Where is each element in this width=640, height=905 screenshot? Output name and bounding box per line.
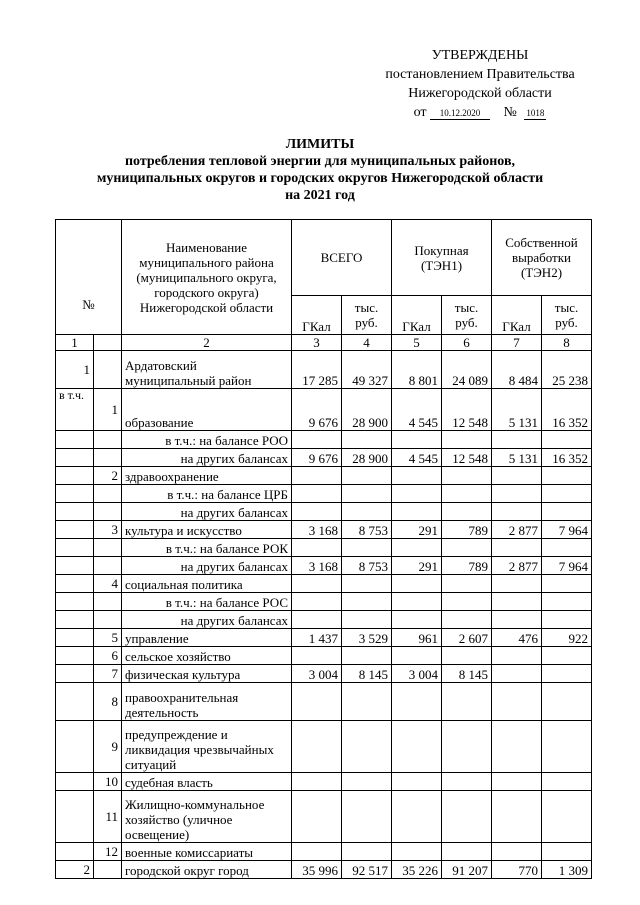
value-cell [542,791,592,843]
row-number [56,539,94,557]
value-cell: 7 964 [542,521,592,539]
value-cell [292,539,342,557]
value-cell [542,503,592,521]
unit-purchased-gcal: ГКал [392,296,442,335]
value-cell [342,503,392,521]
value-cell [442,773,492,791]
table-row [56,539,592,557]
value-cell: 3 004 [292,665,342,683]
value-cell [492,467,542,485]
value-cell [292,683,342,721]
value-cell [392,485,442,503]
table-row [56,773,592,791]
row-number [56,629,94,647]
value-cell [442,503,492,521]
header-own: Собственной выработки (ТЭН2) [492,220,592,296]
approved-region: Нижегородской области [408,86,552,101]
approval-number: 1018 [526,108,545,118]
row-name: образование [122,389,292,431]
value-cell [292,503,342,521]
number-sign: № [503,105,517,120]
value-cell [342,485,392,503]
header-number: № [56,220,122,335]
value-cell: 2 877 [492,557,542,575]
value-cell [442,485,492,503]
value-cell: 1 437 [292,629,342,647]
table-row [56,861,592,879]
value-cell [542,721,592,773]
value-cell: 9 676 [292,389,342,431]
value-cell [342,683,392,721]
table-row [56,431,592,449]
value-cell [542,773,592,791]
value-cell: 12 548 [442,449,492,467]
row-name: правоохранительная деятельность [122,683,292,721]
row-number [56,593,94,611]
value-cell: 4 545 [392,449,442,467]
row-subnumber [94,611,122,629]
row-number [56,665,94,683]
value-cell [342,431,392,449]
table-row [56,575,592,593]
index-cell: 4 [342,335,392,351]
value-cell: 28 900 [342,449,392,467]
table-row [56,665,592,683]
table-row [56,593,592,611]
value-cell: 291 [392,521,442,539]
value-cell [342,575,392,593]
row-name: военные комиссариаты [122,843,292,861]
approved-label: УТВЕРЖДЕНЫ [431,48,529,63]
value-cell: 92 517 [342,861,392,879]
title-line-1: ЛИМИТЫ [285,137,355,152]
value-cell [392,593,442,611]
value-cell: 3 168 [292,521,342,539]
value-cell [292,721,342,773]
row-number [56,791,94,843]
value-cell: 8 145 [342,665,392,683]
value-cell [492,721,542,773]
value-cell [292,647,342,665]
unit-purchased-rub: тыс. руб. [442,296,492,335]
value-cell [442,647,492,665]
value-cell [392,721,442,773]
row-name: на других балансах [122,611,292,629]
row-name: управление [122,629,292,647]
table-row [56,485,592,503]
unit-total-rub: тыс. руб. [342,296,392,335]
row-name: культура и искусство [122,521,292,539]
value-cell [542,683,592,721]
row-name: городской округ город [122,861,292,879]
value-cell [392,503,442,521]
value-cell [392,773,442,791]
row-name: физическая культура [122,665,292,683]
value-cell [492,647,542,665]
table-row [56,647,592,665]
value-cell: 16 352 [542,449,592,467]
row-number: в т.ч. [56,389,94,431]
value-cell [542,467,592,485]
value-cell: 922 [542,629,592,647]
approval-date-line [360,103,600,122]
value-cell [542,485,592,503]
row-name: социальная политика [122,575,292,593]
row-name: в т.ч.: на балансе ЦРБ [122,485,292,503]
value-cell [442,593,492,611]
row-number [56,683,94,721]
header-name: Наименование муниципального района (муниципального округа, городского округа) Нижегородской области [122,220,292,335]
value-cell [292,467,342,485]
value-cell [292,791,342,843]
value-cell [442,843,492,861]
row-number [56,843,94,861]
row-subnumber [94,539,122,557]
row-number [56,575,94,593]
row-subnumber: 12 [94,843,122,861]
index-cell: 3 [292,335,342,351]
value-cell [492,611,542,629]
row-name: на других балансах [122,557,292,575]
value-cell: 8 753 [342,557,392,575]
title-line-2: потребления тепловой энергии для муниципальных районов, [124,154,516,169]
value-cell [342,791,392,843]
table-row [56,791,592,843]
value-cell [492,791,542,843]
row-name: на других балансах [122,503,292,521]
value-cell [542,843,592,861]
unit-own-rub: тыс. руб. [542,296,592,335]
value-cell [292,593,342,611]
value-cell [342,647,392,665]
table-row [56,503,592,521]
row-number: 2 [56,861,94,879]
index-cell: 5 [392,335,442,351]
row-number: 1 [56,351,94,389]
row-subnumber [94,431,122,449]
table-row [56,467,592,485]
value-cell [442,611,492,629]
row-name: на других балансах [122,449,292,467]
value-cell [342,611,392,629]
row-name: предупреждение и ликвидация чрезвычайных ситуаций [122,721,292,773]
value-cell [442,683,492,721]
value-cell: 8 484 [492,351,542,389]
value-cell [392,539,442,557]
value-cell: 476 [492,629,542,647]
row-number [56,647,94,665]
row-subnumber: 8 [94,683,122,721]
row-subnumber: 4 [94,575,122,593]
value-cell [542,593,592,611]
value-cell [292,575,342,593]
value-cell: 12 548 [442,389,492,431]
value-cell [392,467,442,485]
row-number [56,449,94,467]
value-cell [492,539,542,557]
value-cell [292,773,342,791]
row-number [56,721,94,773]
table-row [56,557,592,575]
row-subnumber [94,449,122,467]
header-total: ВСЕГО [292,220,392,296]
table-row [56,389,592,431]
value-cell [492,485,542,503]
table-row [56,521,592,539]
row-subnumber: 7 [94,665,122,683]
limits-table [55,219,592,879]
row-name: здравоохранение [122,467,292,485]
table-row [56,843,592,861]
value-cell: 17 285 [292,351,342,389]
value-cell [342,539,392,557]
index-cell: 6 [442,335,492,351]
value-cell [342,773,392,791]
value-cell [342,593,392,611]
row-number [56,611,94,629]
value-cell: 24 089 [442,351,492,389]
value-cell: 1 309 [542,861,592,879]
row-name: в т.ч.: на балансе РОО [122,431,292,449]
value-cell [392,843,442,861]
unit-own-gcal: ГКал [492,296,542,335]
date-prefix: от [413,105,427,120]
row-subnumber [94,593,122,611]
value-cell [442,467,492,485]
row-name: в т.ч.: на балансе РОС [122,593,292,611]
value-cell: 8 753 [342,521,392,539]
table-row [56,629,592,647]
value-cell: 91 207 [442,861,492,879]
value-cell [492,665,542,683]
approved-by: постановлением Правительства [385,67,575,82]
value-cell [492,773,542,791]
row-number [56,485,94,503]
value-cell [492,431,542,449]
value-cell [542,647,592,665]
row-subnumber: 10 [94,773,122,791]
row-number [56,557,94,575]
value-cell [492,683,542,721]
row-subnumber: 2 [94,467,122,485]
row-name: Ардатовский муниципальный район [122,351,292,389]
value-cell: 770 [492,861,542,879]
row-subnumber: 3 [94,521,122,539]
row-number [56,773,94,791]
row-number [56,503,94,521]
header-purchased: Покупная (ТЭН1) [392,220,492,296]
value-cell [392,611,442,629]
value-cell [292,843,342,861]
value-cell [542,611,592,629]
value-cell [392,431,442,449]
value-cell: 8 801 [392,351,442,389]
row-subnumber [94,351,122,389]
value-cell: 4 545 [392,389,442,431]
value-cell: 35 226 [392,861,442,879]
title-line-4: на 2021 год [285,188,355,203]
value-cell: 2 607 [442,629,492,647]
value-cell [292,611,342,629]
value-cell [542,431,592,449]
value-cell: 9 676 [292,449,342,467]
approval-block [360,46,600,122]
row-subnumber [94,861,122,879]
row-subnumber: 6 [94,647,122,665]
value-cell [292,485,342,503]
value-cell [492,593,542,611]
row-subnumber: 9 [94,721,122,773]
value-cell: 789 [442,557,492,575]
row-subnumber [94,557,122,575]
index-row [56,335,592,351]
row-name: в т.ч.: на балансе РОК [122,539,292,557]
row-number [56,521,94,539]
row-number [56,431,94,449]
row-subnumber [94,503,122,521]
value-cell [342,467,392,485]
value-cell [392,791,442,843]
value-cell [542,539,592,557]
value-cell [542,665,592,683]
title-line-3: муниципальных округов и городских округов Нижегородской области [96,171,544,186]
value-cell [292,431,342,449]
value-cell [492,575,542,593]
table-row [56,683,592,721]
value-cell: 5 131 [492,449,542,467]
row-number [56,467,94,485]
table-row [56,449,592,467]
table-row [56,611,592,629]
document-title [0,136,640,204]
value-cell: 3 004 [392,665,442,683]
index-cell: 7 [492,335,542,351]
approval-date: 10.12.2020 [430,108,490,120]
value-cell: 35 996 [292,861,342,879]
index-cell: 8 [542,335,592,351]
value-cell: 25 238 [542,351,592,389]
table-row [56,351,592,389]
value-cell [442,575,492,593]
row-subnumber: 1 [94,389,122,431]
row-subnumber: 5 [94,629,122,647]
index-cell: 1 [56,335,94,351]
unit-total-gcal: ГКал [292,296,342,335]
value-cell: 7 964 [542,557,592,575]
value-cell: 961 [392,629,442,647]
index-cell: 2 [122,335,292,351]
value-cell [442,721,492,773]
value-cell: 16 352 [542,389,592,431]
value-cell: 789 [442,521,492,539]
value-cell [392,683,442,721]
value-cell: 5 131 [492,389,542,431]
value-cell [342,721,392,773]
value-cell: 2 877 [492,521,542,539]
value-cell: 291 [392,557,442,575]
value-cell: 49 327 [342,351,392,389]
value-cell [492,503,542,521]
value-cell: 3 168 [292,557,342,575]
value-cell [442,791,492,843]
value-cell: 8 145 [442,665,492,683]
value-cell [392,575,442,593]
value-cell [392,647,442,665]
value-cell [492,843,542,861]
value-cell [342,843,392,861]
value-cell [542,575,592,593]
value-cell: 3 529 [342,629,392,647]
row-name: судебная власть [122,773,292,791]
row-subnumber: 11 [94,791,122,843]
value-cell: 28 900 [342,389,392,431]
value-cell [442,539,492,557]
index-cell-empty [94,335,122,351]
row-name: Жилищно-коммунальное хозяйство (уличное освещение) [122,791,292,843]
value-cell [442,431,492,449]
row-subnumber [94,485,122,503]
row-name: сельское хозяйство [122,647,292,665]
table-row [56,721,592,773]
